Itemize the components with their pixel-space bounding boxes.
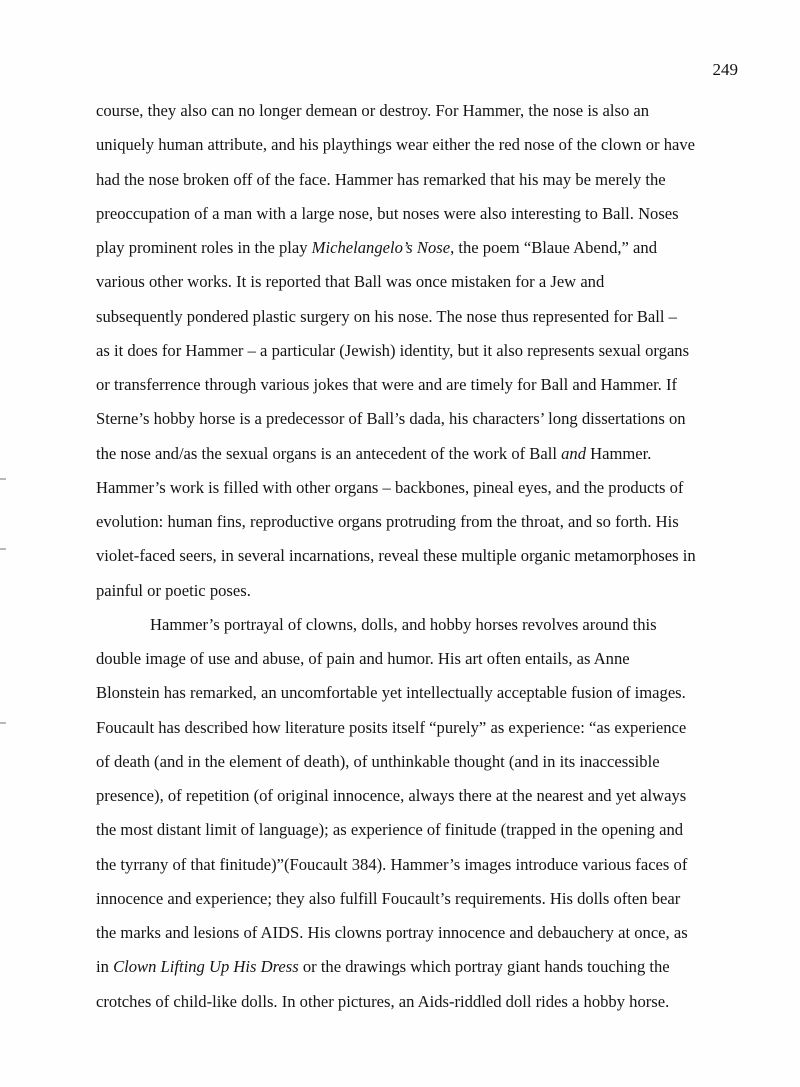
text-run: as it does for Hammer – a particular (Jewish) identity, but it also represents sexual organs [96,340,690,360]
text-line [96,779,756,813]
text-run: Hammer. [586,443,652,463]
italic-title: Michelangelo’s Nose [311,238,451,257]
text-line [96,505,756,539]
text-run: of death (and in the element of death), of unthinkable thought (and in its inaccessible [96,751,660,771]
text-line [96,334,756,368]
text-line [96,882,756,916]
text-run: Hammer’s portrayal of clowns, dolls, and hobby horses revolves around this [150,614,657,634]
text-line [96,711,756,745]
text-line [96,950,756,984]
text-line [96,197,756,231]
page-number: 249 [712,60,738,79]
text-run: the most distant limit of language); as experience of finitude (trapped in the opening and [96,820,684,840]
text-run: innocence and experience; they also fulfill Foucault’s requirements. His dolls often bear [96,888,681,908]
text-run: subsequently pondered plastic surgery on his nose. The nose thus represented for Ball – [96,306,677,326]
text-run: various other works. It is reported that Ball was once mistaken for a Jew and [96,272,605,292]
text-line [96,642,756,676]
text-run: had the nose broken off of the face. Hammer has remarked that his may be merely the [96,169,666,189]
body-text [96,94,756,1019]
text-line [96,437,756,471]
text-run: evolution: human fins, reproductive organs protruding from the throat, and so forth. His [96,512,679,531]
text-run: play prominent roles in the play [96,238,312,257]
text-line [96,94,756,128]
text-run: uniquely human attribute, and his playthings wear either the red nose of the clown or have [96,135,696,155]
text-run: crotches of child-like dolls. In other pictures, an Aids-riddled doll rides a hobby horse. [96,991,670,1011]
text-run: double image of use and abuse, of pain and humor. His art often entails, as Anne [96,649,630,668]
text-line [96,916,756,950]
scan-edge-mark [0,548,6,550]
scan-edge-mark [0,478,6,480]
text-line [96,265,756,299]
italic-title: and [561,443,586,463]
text-run: , the poem “Blaue Abend,” and [450,238,657,257]
text-run: the nose and/as the sexual organs is an antecedent of the work of Ball [96,443,562,463]
text-run: the tyrrany of that finitude)”(Foucault 384). Hammer’s images introduce various faces of [96,854,688,874]
text-run: violet-faced seers, in several incarnations, reveal these multiple organic metamorphoses in [96,546,696,566]
text-line [96,128,756,162]
text-run: or the drawings which portray giant hands touching the [298,957,670,977]
text-line [96,163,756,197]
text-line [96,300,756,334]
italic-title: Clown Lifting Up His Dress [113,957,299,977]
paragraph-first-line [96,608,756,642]
scan-edge-mark [0,722,6,724]
text-line [96,402,756,436]
text-line [96,539,756,573]
text-run: course, they also can no longer demean or destroy. For Hammer, the nose is also an [96,101,650,120]
text-run: preoccupation of a man with a large nose, but noses were also interesting to Ball. Noses [96,203,679,223]
text-run: in [96,957,114,977]
text-run: Sterne’s hobby horse is a predecessor of Ball’s dada, his characters’ long dissertations on [96,409,686,429]
text-run: presence), of repetition (of original innocence, always there at the nearest and yet always [96,786,687,805]
text-run: Foucault has described how literature posits itself “purely” as experience: “as experience [96,717,687,737]
text-line [96,985,756,1019]
text-run: Hammer’s work is filled with other organs – backbones, pineal eyes, and the products of [96,477,684,497]
text-line [96,231,756,265]
text-run: painful or poetic poses. [96,580,251,600]
text-run: Blonstein has remarked, an uncomfortable yet intellectually acceptable fusion of images. [96,683,686,703]
text-line [96,848,756,882]
text-line [96,368,756,402]
text-run: or transferrence through various jokes that were and are timely for Ball and Hammer. If [96,375,678,394]
text-run: the marks and lesions of AIDS. His clowns portray innocence and debauchery at once, as [96,923,688,942]
text-line [96,574,756,608]
text-line [96,676,756,710]
text-line [96,471,756,505]
text-line [96,813,756,847]
text-line [96,745,756,779]
